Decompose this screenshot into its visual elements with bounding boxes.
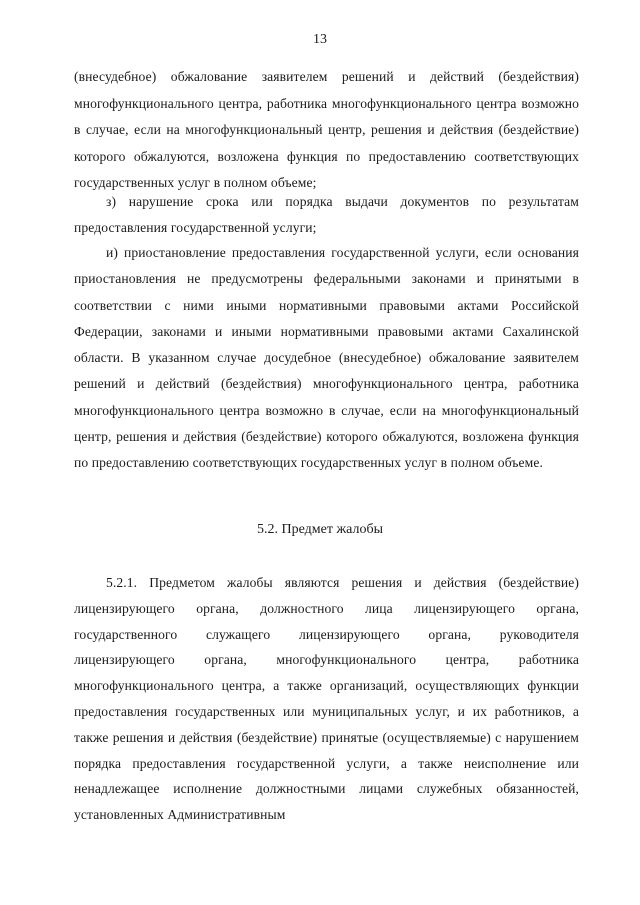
paragraph-continuation: (внесудебное) обжалование заявителем решений и действий (бездействия) многофункционального центра, работника многофункционального центра возможно в случае, если на многофункциональный центр, решения и действия (бездействие) которого обжалуются, возложена функция по предоставлению соответствующих государственных услуг в полном объеме; bbox=[74, 69, 579, 191]
list-item-z: з) нарушение срока или порядка выдачи документов по результатам предоставления государственной услуги; bbox=[74, 194, 579, 235]
paragraph-continuation-block bbox=[74, 64, 579, 197]
item-i-block bbox=[74, 240, 579, 477]
section-heading: 5.2. Предмет жалобы bbox=[257, 522, 383, 537]
section-paragraph: 5.2.1. Предметом жалобы являются решения и действия (бездействие) лицензирующего органа, должностного лица лицензирующего органа, государственного служащего лицензирующего органа, руководителя лицензирующего органа, многофункционального центра, работника многофункционального центра, а также организаций, осуществляющих функции предоставления государственных или муниципальных услуг, и их работников, а также решения и действия (бездействие) принятые (осуществляемые) с нарушением порядка предоставления государственной услуги, а также неисполнение или ненадлежащее исполнение должностными лицами служебных обязанностей, установленных Административным bbox=[74, 575, 579, 823]
section-paragraph-block bbox=[74, 570, 579, 828]
list-item-i: и) приостановление предоставления государственной услуги, если основания приостановления не предусмотрены федеральными законами и принятыми в соответствии с ними иными нормативными правовыми актами Российской Федерации, законами и иными нормативными правовыми актами Сахалинской области. В указанном случае досудебное (внесудебное) обжалование заявителем решений и действий (бездействия) многофункционального центра, работника многофункционального центра возможно в случае, если на многофункциональный центр, решения и действия (бездействие) которого обжалуются, возложена функция по предоставлению соответствующих государственных услуг в полном объеме. bbox=[74, 245, 579, 471]
item-z-block bbox=[74, 189, 579, 241]
page-number: 13 bbox=[313, 32, 327, 47]
